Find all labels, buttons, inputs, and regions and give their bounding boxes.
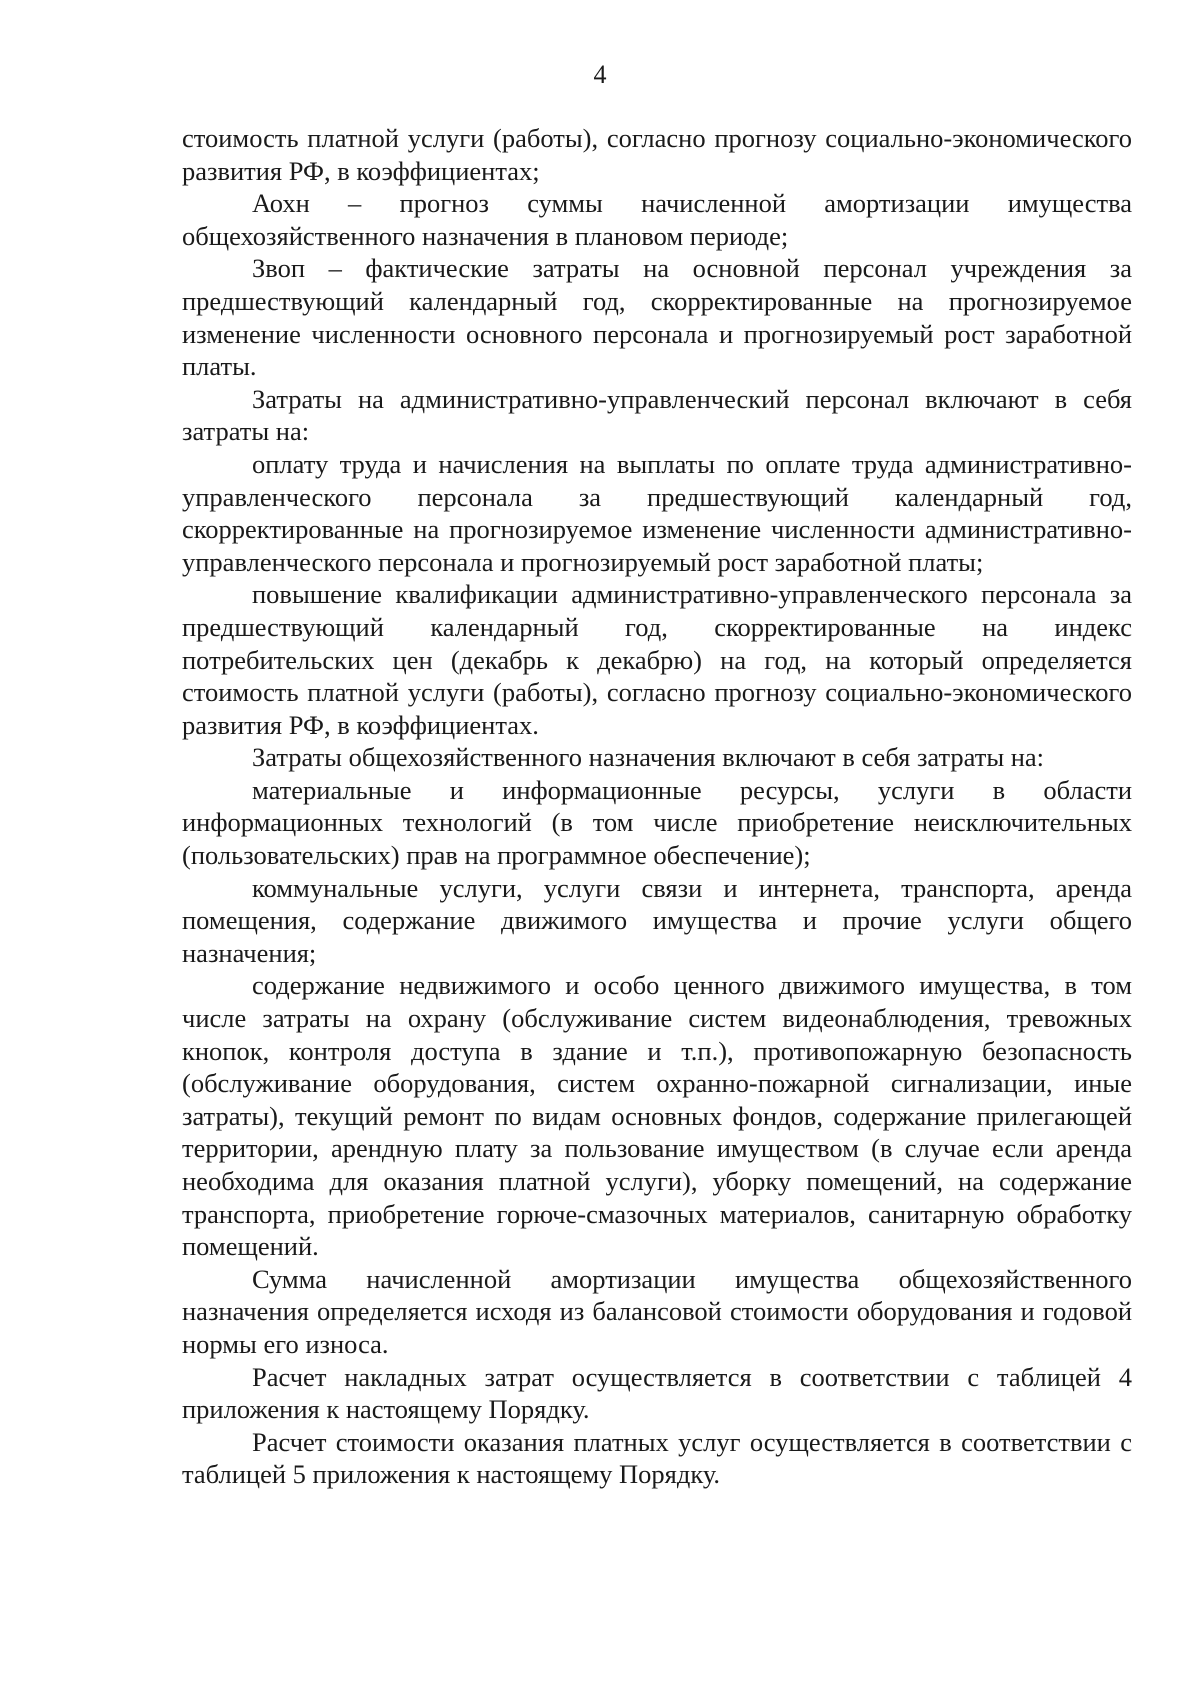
paragraph-6: повышение квалификации административно-управленческого персонала за предшествующий календарный год, скорректированные на индекс потребительских цен (декабрь к декабрю) на год, на который определяется стоимость платной услуги (работы), согласно прогнозу социально-экономического развития РФ, в коэффициентах. bbox=[182, 579, 1132, 740]
paragraph-8: материальные и информационные ресурсы, услуги в области информационных технологий (в том числе приобретение неисключительных (пользовательских) прав на программное обеспечение); bbox=[182, 774, 1132, 871]
paragraph-10: содержание недвижимого и особо ценного движимого имущества, в том числе затраты на охрану (обслуживание систем видеонаблюдения, тревожных кнопок, контроля доступа в здание и т.п.), противопожарную безопасность (обслуживание оборудования, систем охранно-пожарной сигнализации, иные затраты), текущий ремонт по видам основных фондов, содержание прилегающей территории, арендную плату за пользование имуществом (в случае если аренда необходима для оказания платной услуги), уборку помещений, на содержание транспорта, приобретение горюче-смазочных материалов, санитарную обработку помещений. bbox=[182, 970, 1132, 1262]
document-body bbox=[182, 122, 1132, 1491]
paragraph-7: Затраты общехозяйственного назначения включают в себя затраты на: bbox=[252, 742, 1045, 773]
paragraph-5: оплату труда и начисления на выплаты по оплате труда административно-управленческого персонала за предшествующий календарный год, скорректированные на прогнозируемое изменение численности административно-управленческого персонала и прогнозируемый рост заработной платы; bbox=[182, 448, 1132, 577]
paragraph-9: коммунальные услуги, услуги связи и интернета, транспорта, аренда помещения, содержание движимого имущества и прочие услуги общего назначения; bbox=[182, 872, 1132, 968]
page-number: 4 bbox=[593, 60, 607, 89]
paragraph-12: Расчет накладных затрат осуществляется в соответствии с таблицей 4 приложения к настоящему Порядку. bbox=[182, 1361, 1132, 1425]
paragraph-3: Звоп – фактические затраты на основной персонал учреждения за предшествующий календарный год, скорректированные на прогнозируемое изменение численности основного персонала и прогнозируемый рост заработной платы. bbox=[182, 253, 1132, 382]
paragraph-4: Затраты на административно-управленческий персонал включают в себя затраты на: bbox=[182, 383, 1132, 447]
paragraph-13: Расчет стоимости оказания платных услуг осуществляется в соответствии с таблицей 5 приложения к настоящему Порядку. bbox=[182, 1426, 1132, 1490]
paragraph-11: Сумма начисленной амортизации имущества общехозяйственного назначения определяется исходя из балансовой стоимости оборудования и годовой нормы его износа. bbox=[182, 1263, 1132, 1359]
paragraph-2: Аохн – прогноз суммы начисленной амортизации имущества общехозяйственного назначения в плановом периоде; bbox=[182, 188, 1132, 251]
paragraph-1: стоимость платной услуги (работы), согласно прогнозу социально-экономического развития РФ, в коэффициентах; bbox=[182, 123, 1132, 186]
